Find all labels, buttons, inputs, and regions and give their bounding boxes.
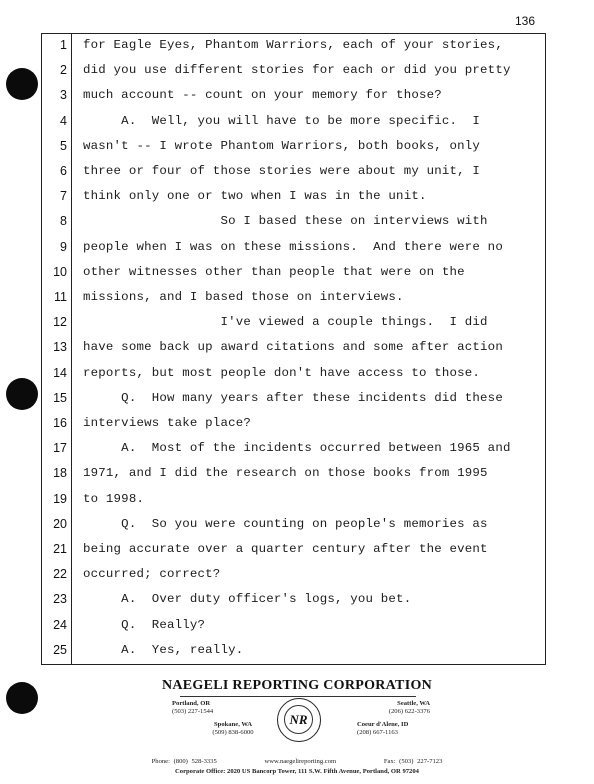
office-city: Seattle, WA — [397, 700, 430, 707]
line-text: A. Most of the incidents occurred between 1965 and — [83, 441, 511, 456]
line-number: 18 — [53, 466, 67, 481]
transcript-line — [41, 537, 546, 562]
line-text: 1971, and I did the research on those books from 1995 — [83, 466, 488, 481]
line-text: I've viewed a couple things. I did — [83, 315, 488, 330]
punch-hole — [6, 378, 38, 410]
reporter-footer — [0, 672, 594, 784]
transcript-line — [41, 587, 546, 612]
transcript-line — [41, 461, 546, 486]
line-number: 3 — [60, 88, 67, 103]
line-text: for Eagle Eyes, Phantom Warriors, each of your stories, — [83, 38, 503, 52]
office-coeur-dalene — [357, 721, 427, 736]
office-portland — [172, 700, 213, 715]
line-number: 12 — [53, 315, 67, 330]
line-text: interviews take place? — [83, 416, 251, 430]
office-phone: (503) 227-1544 — [172, 707, 214, 715]
line-number: 15 — [53, 390, 67, 405]
transcript-line — [41, 134, 546, 159]
transcript-line — [41, 310, 546, 335]
line-number: 14 — [53, 365, 67, 380]
line-text: reports, but most people don't have access to those. — [83, 365, 481, 380]
transcript-line — [41, 411, 546, 436]
transcript-line — [41, 487, 546, 512]
line-number: 19 — [53, 491, 67, 506]
footer-address: Corporate Office: 2020 US Bancorp Tower, 111 S.W. Fifth Avenue, Portland, OR 97204 — [175, 768, 419, 775]
transcript-line — [41, 235, 546, 260]
transcript-line — [41, 159, 546, 184]
transcript-line — [41, 260, 546, 285]
line-number: 11 — [54, 290, 67, 304]
transcript-line — [41, 33, 546, 58]
line-text: three or four of those stories were about my unit, I — [83, 164, 481, 178]
company-seal-icon — [277, 698, 321, 742]
line-text: other witnesses other than people that were on the — [83, 264, 465, 279]
line-text: A. Yes, really. — [83, 642, 244, 657]
transcript-line — [41, 512, 546, 537]
transcript-line — [41, 335, 546, 360]
office-seattle — [372, 700, 430, 715]
transcript-line — [41, 83, 546, 108]
line-number: 22 — [53, 567, 67, 582]
line-text: did you use different stories for each or did you pretty — [83, 63, 511, 78]
line-number: 17 — [53, 441, 67, 456]
footer-divider — [180, 696, 416, 697]
seal-monogram: NR — [289, 712, 308, 727]
line-text: have some back up award citations and some after action — [83, 340, 503, 355]
line-number: 13 — [53, 340, 67, 355]
transcript-line — [41, 613, 546, 638]
line-number: 9 — [60, 239, 67, 254]
line-text: being accurate over a quarter century after the event — [83, 542, 488, 556]
transcript-line — [41, 436, 546, 461]
line-text: A. Well, you will have to be more specific. I — [83, 113, 481, 128]
punch-hole — [6, 68, 38, 100]
office-city: Portland, OR — [172, 700, 211, 707]
office-city: Spokane, WA — [214, 721, 252, 728]
footer-phone: Phone: (800) 528-3335 — [151, 758, 217, 765]
transcript-line — [41, 58, 546, 83]
line-text: to 1998. — [83, 491, 145, 506]
line-number: 21 — [53, 542, 67, 556]
line-number: 25 — [53, 642, 67, 657]
transcript-line — [41, 184, 546, 209]
line-number: 4 — [60, 113, 67, 128]
footer-contact-line — [0, 758, 594, 765]
seal-inner-ring — [284, 705, 313, 734]
office-spokane — [205, 721, 261, 736]
line-text: people when I was on these missions. And there were no — [83, 239, 503, 254]
line-text: missions, and I based those on interviews. — [83, 290, 404, 304]
transcript-line — [41, 562, 546, 587]
line-number: 5 — [60, 138, 67, 153]
line-number: 2 — [60, 63, 67, 78]
line-number: 10 — [53, 264, 67, 279]
line-number: 20 — [53, 516, 67, 531]
line-number: 24 — [53, 617, 67, 632]
line-number: 1 — [60, 38, 67, 52]
transcript-line — [41, 209, 546, 234]
line-text: much account -- count on your memory for those? — [83, 88, 442, 103]
line-number: 8 — [60, 214, 67, 229]
company-name: NAEGELI REPORTING CORPORATION — [161, 678, 433, 693]
transcript-line — [41, 285, 546, 310]
line-text: wasn't -- I wrote Phantom Warriors, both books, only — [83, 138, 481, 153]
office-city: Coeur d'Alene, ID — [357, 721, 409, 728]
line-number: 16 — [53, 416, 67, 430]
transcript-line — [41, 361, 546, 386]
line-number: 7 — [60, 189, 67, 204]
line-number: 23 — [53, 592, 67, 607]
footer-website: www.naegelireporting.com — [264, 758, 337, 765]
office-phone: (509) 838-6000 — [212, 728, 254, 736]
line-text: Q. Really? — [83, 617, 206, 632]
transcript-line — [41, 109, 546, 134]
line-text: think only one or two when I was in the unit. — [83, 189, 427, 204]
office-phone: (208) 667-1163 — [357, 728, 398, 736]
page-number: 136 — [515, 14, 536, 28]
line-text: occurred; correct? — [83, 567, 221, 582]
line-text: So I based these on interviews with — [83, 214, 488, 229]
transcript-line — [41, 386, 546, 411]
line-text: Q. How many years after these incidents did these — [83, 390, 503, 405]
transcript-line — [41, 638, 546, 663]
line-number: 6 — [60, 164, 67, 178]
office-phone: (206) 622-3376 — [388, 707, 430, 715]
line-text: Q. So you were counting on people's memories as — [83, 516, 488, 531]
line-text: A. Over duty officer's logs, you bet. — [83, 592, 412, 607]
footer-fax: Fax: (503) 227-7123 — [383, 758, 443, 765]
